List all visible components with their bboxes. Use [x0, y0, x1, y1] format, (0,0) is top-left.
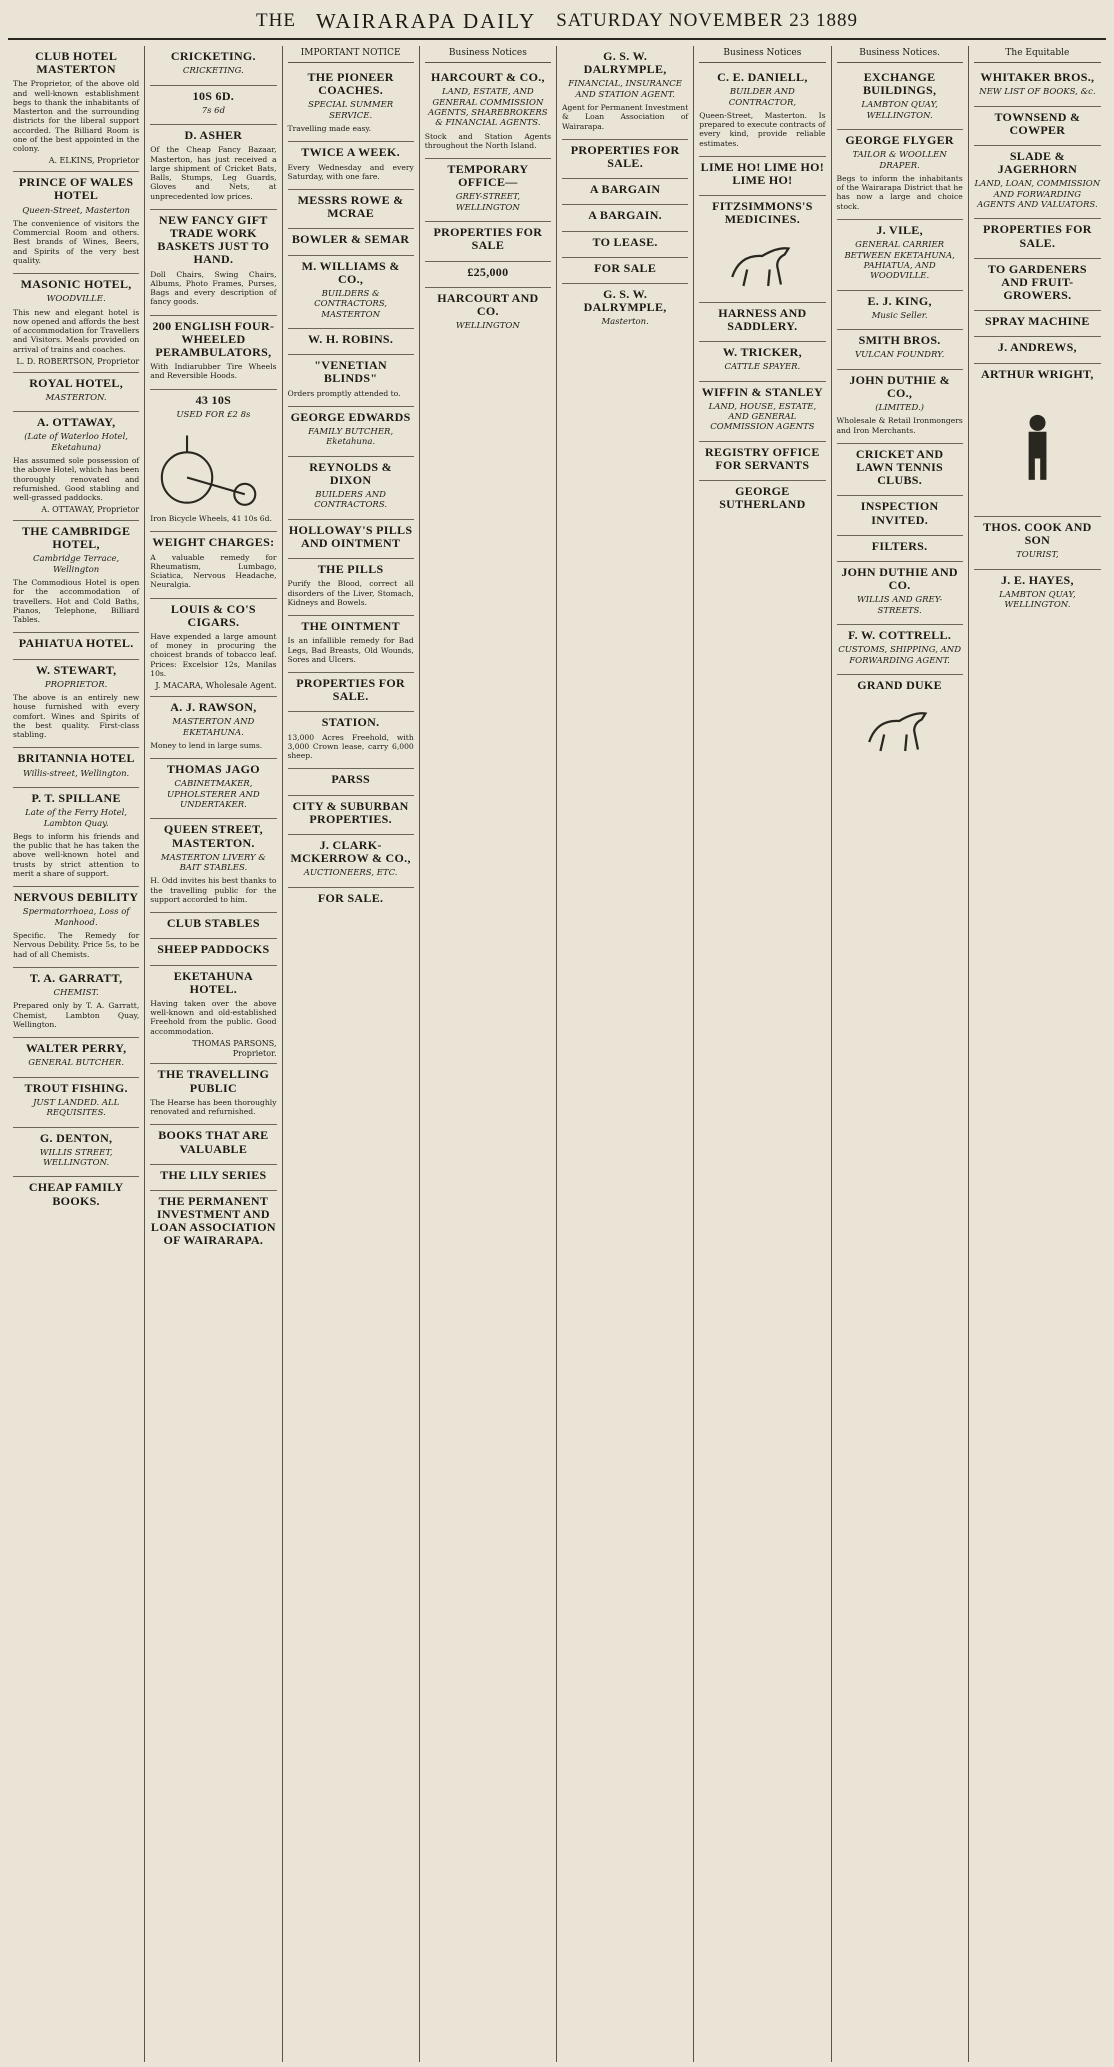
advertisement	[13, 1038, 139, 1078]
ad-title: WEIGHT CHARGES:	[152, 535, 275, 550]
advertisement	[562, 232, 688, 258]
ad-subtitle: GENERAL CARRIER BETWEEN EKETAHUNA, PAHIATUA, AND WOODVILLE.	[844, 240, 955, 282]
ad-title: E. J. KING,	[867, 293, 932, 308]
advertisement	[288, 673, 414, 712]
ad-title: QUEEN STREET, MASTERTON.	[163, 822, 263, 850]
advertisement	[13, 274, 139, 373]
column-6	[694, 46, 831, 2062]
ad-subtitle: Cambridge Terrace, Wellington	[33, 554, 120, 575]
advertisement	[13, 412, 139, 521]
advertisement	[837, 370, 963, 444]
ad-body: Queen-Street, Masterton. Is prepared to execute contracts of every kind, provide reliable estimates.	[699, 110, 826, 148]
ad-body: Is an infallible remedy for Bad Legs, Bad Breasts, Old Wounds, Sores and Ulcers.	[287, 636, 414, 664]
ad-title: BOWLER & SEMAR	[291, 232, 410, 247]
advertisement	[837, 536, 963, 562]
ad-title: NERVOUS DEBILITY	[13, 890, 139, 905]
advertisement	[837, 291, 963, 331]
ad-title: A. J. RAWSON,	[170, 699, 257, 714]
advertisement	[425, 288, 551, 340]
ad-title: TWICE A WEEK.	[301, 145, 400, 160]
ad-body: Purify the Blood, correct all disorders of the Liver, Stomach, Kidneys and Bowels.	[287, 579, 414, 607]
ad-title: JOHN DUTHIE & CO.,	[849, 372, 950, 400]
advertisement	[425, 159, 551, 222]
advertisement	[13, 46, 139, 172]
ad-body: Doll Chairs, Swing Chairs, Albums, Photo Frames, Purses, Bags and every description of fancy goods.	[150, 269, 277, 307]
ad-title: FOR SALE.	[317, 890, 384, 905]
ad-subtitle: LAND, ESTATE, AND GENERAL COMMISSION AGENTS, SHAREBROKERS & FINANCIAL AGENTS.	[428, 87, 548, 129]
ad-subtitle: PROPRIETOR.	[44, 679, 108, 690]
ad-body: H. Odd invites his best thanks to the travelling public for the support accorded to him.	[150, 876, 277, 904]
advertisement	[150, 125, 276, 210]
advertisement	[425, 222, 551, 261]
advertisement	[562, 284, 688, 336]
advertisement	[13, 788, 139, 887]
columns	[8, 46, 1106, 2062]
ad-title: £25,000	[467, 264, 509, 279]
ad-body: Of the Cheap Fancy Bazaar, Masterton, has just received a large shipment of Cricket Bats, Balls, Stumps, Leg Guards, Gloves and Nets, at unprecedented low prices.	[150, 145, 277, 201]
advertisement	[837, 496, 963, 535]
ad-title: WIFFIN & STANLEY	[701, 384, 823, 399]
advertisement	[837, 625, 963, 675]
masthead-left: THE	[256, 10, 296, 31]
ad-subtitle: BUILDERS & CONTRACTORS, MASTERTON	[314, 288, 388, 320]
ad-body: The Commodious Hotel is open for the accommodation of travellers. Hot and Cold Baths, Pianos, Telephone, Billiard Tables.	[13, 578, 140, 625]
advertisement	[13, 1177, 139, 1215]
ad-body: The above is an entirely new house furnished with every comfort. Wines and Spirits of the best quality. First-class stabling.	[13, 693, 140, 740]
man-illustration	[993, 386, 1082, 506]
horse-illustration	[855, 697, 943, 757]
ad-title: THE TRAVELLING PUBLIC	[157, 1067, 270, 1095]
advertisement	[699, 196, 825, 302]
advertisement	[288, 229, 414, 255]
advertisement	[150, 210, 276, 316]
ad-subtitle: BUILDERS AND CONTRACTORS.	[314, 490, 388, 511]
ad-subtitle: Spermatorrhoea, Loss of Manhood.	[22, 907, 130, 928]
ad-title: CLUB STABLES	[166, 916, 260, 931]
advertisement	[699, 157, 825, 196]
ad-title: STATION.	[321, 715, 380, 730]
ad-title: G. DENTON,	[39, 1130, 113, 1145]
ad-signature: A. ELKINS, Proprietor	[48, 156, 140, 166]
ad-title: D. ASHER	[184, 128, 243, 143]
advertisement	[288, 888, 414, 913]
ad-subtitle: Late of the Ferry Hotel, Lambton Quay.	[25, 808, 128, 829]
ad-body: Specific. The Remedy for Nervous Debility. Price 5s, to be had of all Chemists.	[13, 931, 140, 959]
advertisement	[288, 142, 414, 190]
ad-title: "VENETIAN BLINDS"	[314, 358, 387, 386]
advertisement	[150, 1191, 276, 1256]
advertisement	[288, 67, 414, 142]
ad-subtitle: JUST LANDED. ALL REQUISITES.	[32, 1097, 120, 1119]
ad-signature: J. MACARA, Wholesale Agent.	[155, 681, 277, 691]
column-heading: Business Notices.	[837, 46, 963, 63]
ad-subtitle: 7s 6d	[201, 105, 226, 116]
ad-title: PARSS	[331, 772, 370, 787]
ad-subtitle: (Late of Waterloo Hotel, Eketahuna)	[24, 432, 129, 453]
advertisement	[562, 179, 688, 205]
ad-subtitle: USED FOR £2 8s	[176, 409, 251, 420]
advertisement	[150, 316, 276, 390]
ad-title: THE LILY SERIES	[160, 1167, 267, 1182]
ad-title: A BARGAIN.	[588, 208, 662, 223]
advertisement	[288, 355, 414, 407]
advertisement	[562, 205, 688, 231]
ad-title: WHITAKER BROS.,	[980, 69, 1095, 84]
bike-illustration	[159, 425, 268, 509]
ad-title: W. STEWART,	[35, 662, 117, 677]
advertisement	[13, 1078, 139, 1128]
ad-title: NEW FANCY GIFT TRADE WORK BASKETS JUST TO HAND.	[157, 212, 270, 267]
ad-title: THE PILLS	[317, 562, 384, 577]
ad-subtitle: SPECIAL SUMMER SERVICE.	[308, 100, 394, 121]
ad-title: TO GARDENERS AND FRUIT-GROWERS.	[987, 261, 1087, 303]
ad-title: THE OINTMENT	[301, 619, 400, 634]
ad-subtitle: CATTLE SPAYER.	[724, 362, 801, 373]
advertisement	[288, 407, 414, 457]
ad-body: The Hearse has been thoroughly renovated and refurnished.	[150, 1097, 277, 1117]
advertisement	[150, 1165, 276, 1191]
ad-title: PRINCE OF WALES HOTEL	[18, 175, 134, 203]
ad-subtitle: GREY-STREET, WELLINGTON	[455, 192, 521, 213]
advertisement	[288, 712, 414, 769]
column-heading: IMPORTANT NOTICE	[288, 46, 414, 63]
ad-title: GEORGE FLYGER	[845, 133, 954, 148]
ad-title: ROYAL HOTEL,	[29, 375, 124, 390]
ad-body: Have expended a large amount of money in procuring the choicest brands of tobacco leaf. Prices: Excelsior 12s, Manilas 10s.	[150, 631, 277, 678]
ad-title: THOS. COOK AND SON	[983, 519, 1092, 548]
advertisement	[974, 219, 1101, 258]
ad-subtitle: CRICKETING.	[182, 66, 244, 77]
advertisement	[974, 337, 1101, 363]
advertisement	[288, 796, 414, 835]
ad-subtitle: FAMILY BUTCHER, Eketahuna.	[308, 427, 394, 448]
advertisement	[837, 562, 963, 625]
advertisement	[150, 532, 276, 598]
ad-title: C. E. DANIELL,	[717, 69, 808, 84]
ad-title: WALTER PERRY,	[25, 1041, 127, 1056]
advertisement	[13, 748, 139, 788]
ad-title: T. A. GARRATT,	[29, 970, 123, 985]
ad-subtitle: Queen-Street, Masterton	[22, 205, 130, 216]
advertisement	[974, 311, 1101, 337]
masthead-date: SATURDAY NOVEMBER 23 1889	[556, 10, 858, 31]
ad-title: GRAND DUKE	[857, 678, 942, 693]
ad-title: PAHIATUA HOTEL.	[18, 636, 134, 651]
ad-title: TOWNSEND & COWPER	[994, 109, 1081, 137]
ad-body: Money to lend in large sums.	[150, 740, 263, 750]
ad-subtitle: CABINETMAKER, UPHOLSTERER AND UNDERTAKER.	[167, 779, 260, 811]
advertisement	[837, 130, 963, 220]
ad-title: G. S. W. DALRYMPLE,	[583, 49, 667, 77]
ad-title: LIME HO! LIME HO! LIME HO!	[700, 159, 825, 188]
advertisement	[150, 966, 276, 1065]
column-1	[8, 46, 145, 2062]
ad-title: A BARGAIN	[589, 182, 661, 197]
ad-body: Having taken over the above well-known and old-established Freehold from the public. Good accommodation.	[150, 998, 277, 1036]
advertisement	[974, 146, 1101, 219]
ad-title: MESSRS ROWE & MCRAE	[297, 193, 404, 221]
advertisement	[13, 887, 139, 968]
ad-title: HARNESS AND SADDLERY.	[718, 305, 807, 333]
ad-title: TROUT FISHING.	[24, 1080, 128, 1095]
advertisement	[562, 46, 688, 140]
advertisement	[425, 262, 551, 288]
ad-title: PROPERTIES FOR SALE.	[296, 676, 406, 704]
ad-body: The Proprietor, of the above old and well-known establishment begs to thank the inhabitants of Masterton and the surrounding districts for the liberal support accorded. The Billiard Room is one of the best appointed in the colony.	[13, 79, 140, 154]
column-3	[283, 46, 420, 2062]
advertisement	[562, 140, 688, 179]
advertisement	[837, 444, 963, 497]
ad-body: Agent for Permanent Investment & Loan Association of Wairarapa.	[562, 103, 689, 131]
advertisement	[288, 457, 414, 520]
advertisement	[974, 570, 1101, 619]
column-heading: The Equitable	[974, 46, 1101, 63]
ad-subtitle: Masterton.	[601, 317, 649, 328]
ad-body: Begs to inform his friends and the public that he has taken the above well-known hotel and trusts by strict attention to merit a share of support.	[13, 831, 140, 878]
ad-title: J. ANDREWS,	[997, 340, 1077, 355]
advertisement	[288, 769, 414, 795]
ad-subtitle: MASTERTON AND EKETAHUNA.	[172, 717, 255, 738]
advertisement	[974, 364, 1101, 517]
ad-title: M. WILLIAMS & CO.,	[301, 258, 400, 286]
ad-title: SHEEP PADDOCKS	[157, 942, 270, 957]
advertisement	[288, 520, 414, 559]
advertisement	[150, 599, 276, 697]
advertisement	[837, 675, 963, 767]
ad-title: THE PIONEER COACHES.	[307, 69, 394, 98]
column-heading: Business Notices	[699, 46, 825, 63]
advertisement	[150, 390, 276, 533]
advertisement	[288, 329, 414, 355]
ad-title: SPRAY MACHINE	[985, 314, 1090, 329]
ad-subtitle: TOURIST,	[1016, 550, 1059, 561]
ad-title: J. VILE,	[876, 222, 923, 237]
advertisement	[288, 616, 414, 673]
ad-title: THE PERMANENT INVESTMENT AND LOAN ASSOCIATION OF WAIRARAPA.	[150, 1193, 276, 1248]
ad-title: HARCOURT & CO.,	[430, 69, 545, 84]
ad-title: TEMPORARY OFFICE—	[447, 162, 529, 190]
ad-title: W. TRICKER,	[722, 345, 802, 359]
ad-body: Stock and Station Agents throughout the North Island.	[424, 131, 551, 150]
ad-title: PROPERTIES FOR SALE	[433, 225, 543, 253]
ad-title: PROPERTIES FOR SALE.	[982, 222, 1092, 250]
ad-title: REGISTRY OFFICE FOR SERVANTS	[705, 444, 820, 472]
advertisement	[150, 819, 276, 913]
ad-subtitle: MASTERTON.	[45, 392, 107, 403]
advertisement	[974, 517, 1101, 570]
ad-title: CITY & SUBURBAN PROPERTIES.	[292, 798, 409, 826]
ad-body: Has assumed sole possession of the above Hotel, which has been thoroughly renovated and refurnished. Good stabling and well-grassed paddocks.	[13, 456, 140, 503]
ad-body: Wholesale & Retail Ironmongers and Iron Merchants.	[836, 416, 963, 435]
advertisement	[288, 835, 414, 888]
ad-title: HOLLOWAY'S PILLS AND OINTMENT	[288, 522, 413, 551]
ad-body: Travelling made easy.	[287, 124, 372, 134]
advertisement	[837, 67, 963, 130]
advertisement	[288, 256, 414, 329]
ad-title: LOUIS & CO'S CIGARS.	[170, 601, 256, 629]
ad-subtitle: WOODVILLE.	[46, 294, 106, 305]
ad-title: 10S 6D.	[192, 88, 235, 103]
ad-subtitle: NEW LIST OF BOOKS, &c.	[979, 87, 1096, 98]
advertisement	[699, 382, 825, 442]
ad-title: 43 10S	[195, 392, 232, 407]
ad-body: The convenience of visitors the Commercial Room and others. Best brands of Wines, Beers, and Spirits of the very best quality.	[13, 218, 140, 265]
ad-subtitle: MASTERTON LIVERY & BAIT STABLES.	[160, 852, 266, 874]
advertisement	[13, 373, 139, 413]
advertisement	[13, 172, 139, 274]
advertisement	[699, 342, 825, 382]
advertisement	[425, 67, 551, 159]
ad-title: CHEAP FAMILY BOOKS.	[28, 1180, 124, 1208]
ad-title: GEORGE EDWARDS	[290, 409, 411, 424]
ad-title: JOHN DUTHIE AND CO.	[841, 565, 958, 593]
ad-subtitle: VULCAN FOUNDRY.	[854, 350, 945, 361]
ad-subtitle: BUILDER AND CONTRACTOR,	[728, 87, 797, 108]
ad-subtitle: LAND, HOUSE, ESTATE, AND GENERAL COMMISSION AGENTS	[708, 401, 817, 433]
advertisement	[150, 46, 276, 86]
ad-title: HARCOURT AND CO.	[437, 290, 539, 318]
ad-title: REYNOLDS & DIXON	[309, 459, 392, 487]
advertisement	[150, 1064, 276, 1125]
ad-subtitle: CHEMIST.	[53, 987, 99, 998]
ad-subtitle: CUSTOMS, SHIPPING, AND FORWARDING AGENT.	[838, 645, 962, 666]
advertisement	[13, 660, 139, 749]
ad-title: CLUB HOTEL MASTERTON	[35, 49, 118, 77]
ad-title: BRITANNIA HOTEL	[17, 751, 135, 766]
ad-title: ARTHUR WRIGHT,	[981, 366, 1094, 381]
ad-body: This new and elegant hotel is now opened and affords the best of accommodation for Travellers and Visitors. Meals provided on arrival of trains and coaches.	[13, 307, 140, 354]
ad-title: BOOKS THAT ARE VALUABLE	[158, 1128, 269, 1156]
ad-title: F. W. COTTRELL.	[848, 628, 952, 643]
advertisement	[974, 259, 1101, 312]
ad-subtitle: LAND, LOAN, COMMISSION AND FORWARDING AGENTS AND VALUATORS.	[974, 179, 1101, 210]
ad-title: GEORGE SUTHERLAND	[719, 484, 806, 512]
ad-title: SLADE & JAGERHORN	[997, 148, 1078, 177]
ad-subtitle: FINANCIAL, INSURANCE AND STATION AGENT.	[568, 79, 683, 100]
column-7	[832, 46, 969, 2062]
ad-title: G. S. W. DALRYMPLE,	[583, 286, 667, 315]
advertisement	[699, 442, 825, 481]
advertisement	[699, 67, 825, 157]
ad-title: 200 ENGLISH FOUR-WHEELED PERAMBULATORS,	[152, 318, 275, 359]
column-4	[420, 46, 557, 2062]
ad-body: Iron Bicycle Wheels, 41 10s 6d.	[150, 514, 272, 524]
ad-title: CRICKETING.	[170, 49, 256, 63]
ad-subtitle: Music Seller.	[871, 310, 928, 321]
ad-signature: L. D. ROBERTSON, Proprietor	[16, 356, 140, 366]
ad-subtitle: AUCTIONEERS, ETC.	[303, 868, 398, 879]
ad-body: A valuable remedy for Rheumatism, Lumbago, Sciatica, Nervous Headache, Neuralgia.	[150, 552, 277, 590]
ad-title: EKETAHUNA HOTEL.	[173, 968, 253, 996]
ad-title: EXCHANGE BUILDINGS,	[862, 69, 937, 98]
ad-title: SMITH BROS.	[858, 333, 941, 348]
ad-subtitle: WELLINGTON	[455, 321, 520, 332]
advertisement	[150, 759, 276, 819]
advertisement	[13, 1128, 139, 1178]
column-heading: Business Notices	[425, 46, 551, 63]
ad-title: TO LEASE.	[592, 234, 658, 249]
ad-title: W. H. ROBINS.	[308, 332, 394, 347]
ad-signature: A. OTTAWAY, Proprietor	[41, 505, 140, 515]
ad-title: THOMAS JAGO	[166, 762, 260, 777]
ad-body: Every Wednesday and every Saturday, with one fare.	[287, 162, 414, 181]
ad-title: PROPERTIES FOR SALE.	[570, 142, 680, 171]
ad-title: FITZSIMMONS'S MEDICINES.	[712, 199, 813, 227]
advertisement	[699, 481, 825, 519]
advertisement	[562, 258, 688, 284]
ad-body: With Indiarubber Tire Wheels and Reversible Hoods.	[150, 362, 277, 381]
ad-subtitle: (LIMITED.)	[875, 403, 925, 414]
advertisement	[13, 968, 139, 1038]
ad-body: Orders promptly attended to.	[287, 388, 401, 398]
ad-title: MASONIC HOTEL,	[20, 277, 132, 292]
masthead-title: WAIRARAPA DAILY	[315, 8, 537, 33]
masthead	[8, 4, 1106, 40]
ad-title: CRICKET AND LAWN TENNIS CLUBS.	[855, 446, 944, 488]
ad-title: FOR SALE	[594, 260, 657, 275]
advertisement	[150, 1125, 276, 1164]
advertisement	[13, 521, 139, 633]
ad-subtitle: TAILOR & WOOLLEN DRAPER.	[852, 150, 947, 171]
ad-title: J. E. HAYES,	[1000, 572, 1074, 587]
advertisement	[288, 559, 414, 616]
advertisement	[288, 190, 414, 229]
advertisement	[150, 939, 276, 965]
ad-title: FILTERS.	[871, 538, 928, 553]
advertisement	[974, 67, 1101, 107]
ad-body: Begs to inform the inhabitants of the Wairarapa District that he has now a large and choice stock.	[836, 173, 963, 211]
ad-subtitle: LAMBTON QUAY, WELLINGTON.	[999, 589, 1076, 611]
column-2	[145, 46, 282, 2062]
ad-title: THE CAMBRIDGE HOTEL,	[22, 524, 131, 552]
ad-body: 13,000 Acres Freehold, with 3,000 Crown lease, carry 6,000 sheep.	[287, 732, 414, 761]
column-5	[557, 46, 694, 2062]
ad-title: P. T. SPILLANE	[31, 790, 121, 805]
ad-subtitle: WILLIS AND GREY-STREETS.	[856, 595, 943, 616]
advertisement	[13, 633, 139, 659]
ad-subtitle: Willis-street, Wellington.	[22, 768, 130, 779]
advertisement	[837, 220, 963, 291]
advertisement	[974, 107, 1101, 146]
advertisement	[150, 913, 276, 939]
advertisement	[699, 303, 825, 342]
ad-subtitle: GENERAL BUTCHER.	[28, 1058, 125, 1069]
advertisement	[837, 330, 963, 370]
advertisement	[150, 697, 276, 759]
ad-title: J. CLARK-MCKERROW & CO.,	[290, 837, 411, 866]
ad-signature: THOMAS PARSONS, Proprietor.	[192, 1038, 277, 1058]
column-8	[969, 46, 1106, 2062]
ad-subtitle: WILLIS STREET, WELLINGTON.	[39, 1147, 113, 1169]
ad-title: INSPECTION INVITED.	[860, 499, 939, 527]
ad-subtitle: LAMBTON QUAY, WELLINGTON.	[861, 100, 938, 121]
horse-illustration	[718, 232, 806, 292]
ad-body: Prepared only by T. A. Garratt, Chemist, Lambton Quay, Wellington.	[13, 1001, 140, 1029]
ad-title: A. OTTAWAY,	[36, 415, 116, 430]
advertisement	[150, 86, 276, 126]
